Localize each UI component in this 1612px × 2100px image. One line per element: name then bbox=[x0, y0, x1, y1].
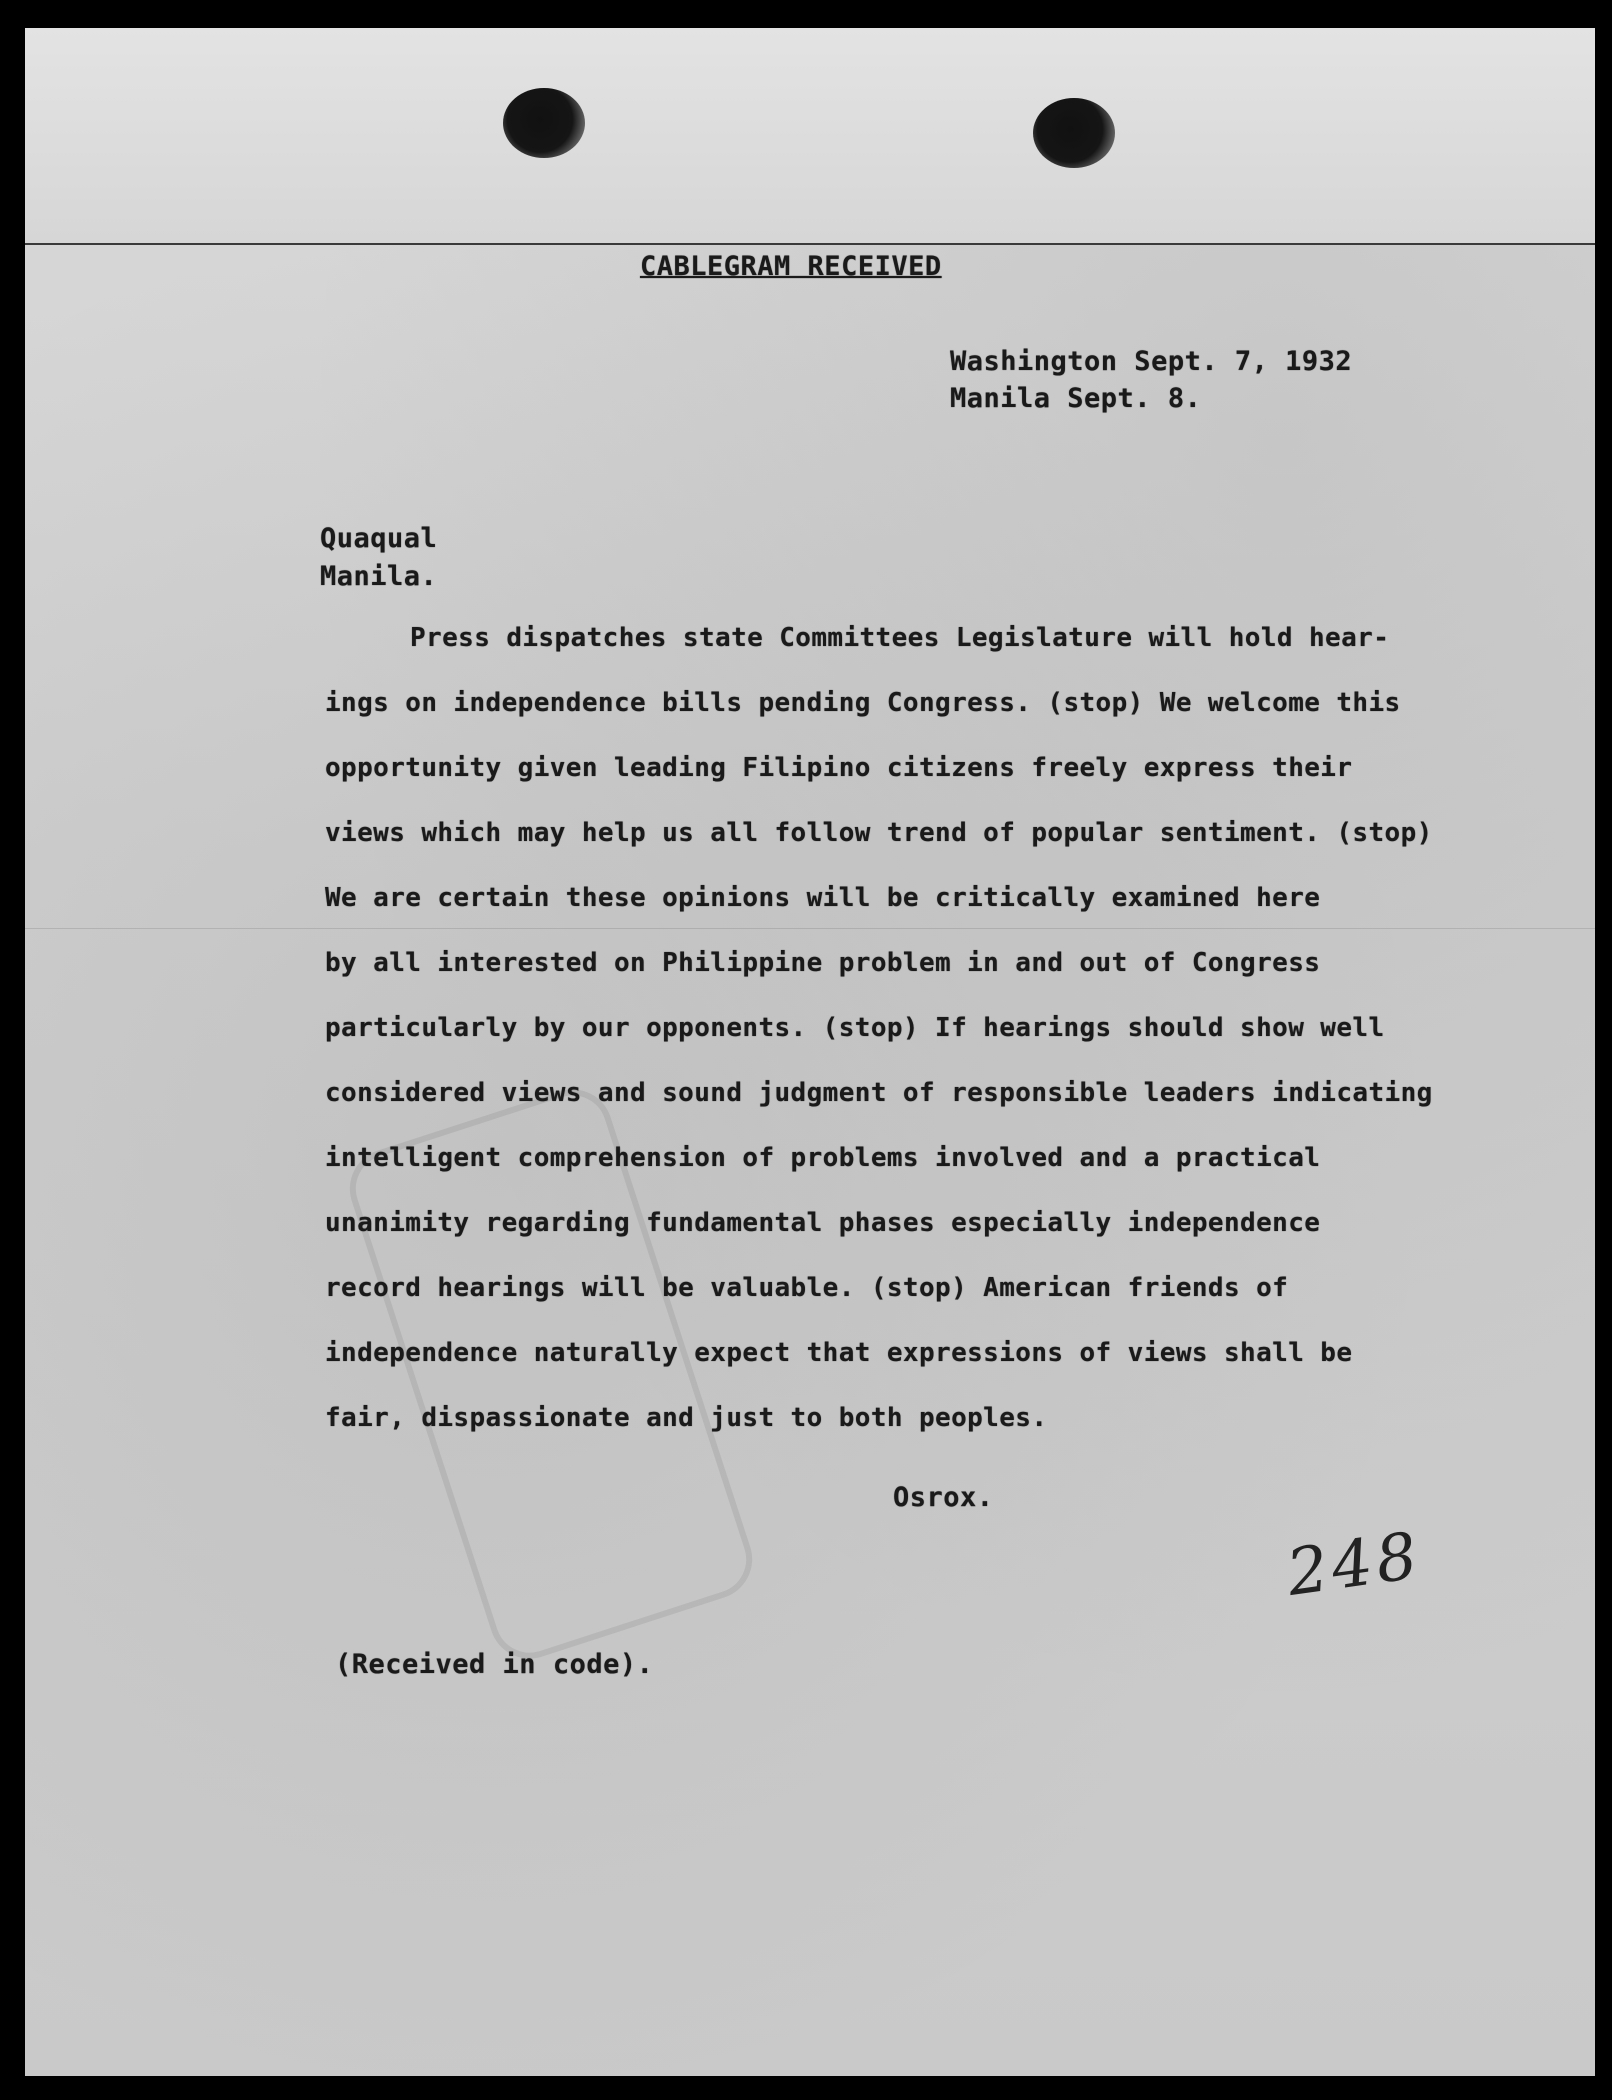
body-line: We are certain these opinions will be critically examined here bbox=[325, 883, 1321, 913]
date-line-received: Manila Sept. 8. bbox=[950, 383, 1202, 414]
document-heading: CABLEGRAM RECEIVED bbox=[640, 251, 942, 282]
body-line: unanimity regarding fundamental phases especially independence bbox=[325, 1208, 1321, 1238]
message-body bbox=[325, 623, 1475, 1468]
handwritten-page-number: 248 bbox=[1282, 1519, 1426, 1611]
body-line: by all interested on Philippine problem in and out of Congress bbox=[325, 948, 1321, 978]
received-in-code-note: (Received in code). bbox=[335, 1649, 654, 1680]
body-line: independence naturally expect that expressions of views shall be bbox=[325, 1338, 1353, 1368]
body-line: intelligent comprehension of problems involved and a practical bbox=[325, 1143, 1321, 1173]
punch-hole-left bbox=[503, 88, 585, 158]
address-line-2: Manila. bbox=[320, 561, 438, 592]
sender-signoff: Osrox. bbox=[893, 1482, 994, 1513]
body-line: opportunity given leading Filipino citizens freely express their bbox=[325, 753, 1353, 783]
body-line: fair, dispassionate and just to both peoples. bbox=[325, 1403, 1048, 1433]
body-line: particularly by our opponents. (stop) If hearings should show well bbox=[325, 1013, 1385, 1043]
body-line: ings on independence bills pending Congress. (stop) We welcome this bbox=[325, 688, 1401, 718]
punch-hole-right bbox=[1033, 98, 1115, 168]
cablegram-page bbox=[25, 28, 1595, 2076]
body-line: considered views and sound judgment of responsible leaders indicating bbox=[325, 1078, 1433, 1108]
body-line: views which may help us all follow trend of popular sentiment. (stop) bbox=[325, 818, 1433, 848]
body-line: Press dispatches state Committees Legislature will hold hear- bbox=[410, 623, 1390, 653]
header-strip bbox=[25, 28, 1595, 245]
body-line: record hearings will be valuable. (stop) American friends of bbox=[325, 1273, 1289, 1303]
date-line-origin: Washington Sept. 7, 1932 bbox=[950, 346, 1353, 377]
address-line-1: Quaqual bbox=[320, 523, 438, 554]
